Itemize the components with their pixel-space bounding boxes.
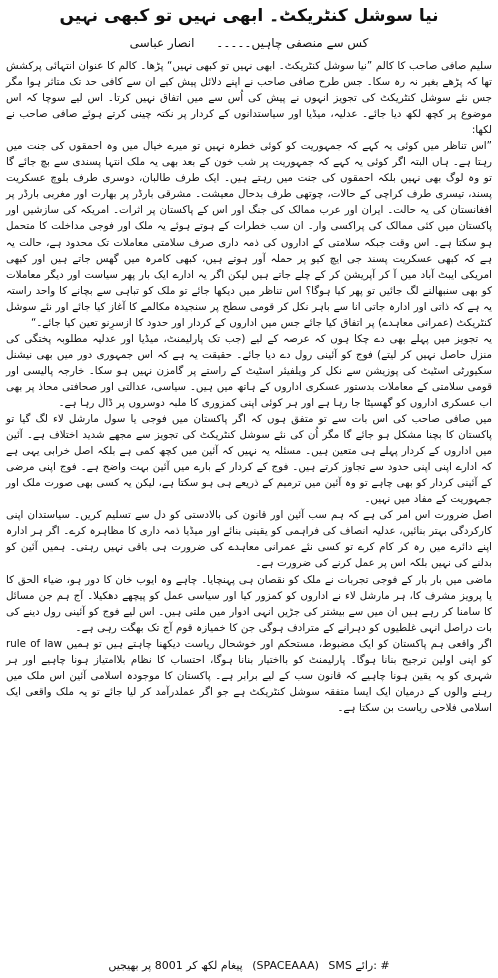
article-quote-paragraph: ”اس تناظر میں کوئی یہ کہے کہ جمہوریت کو کوئی خطرہ نہیں تو میرے خیال میں وہ احمقوں کی جنت میں رہتا ہے۔ ہاں البتہ اگر کوئی یہ کہے کہ جمہوریت پر شب خون کے بعد بھی یہ ملک انتہا پسندی سے بچ جائے گا تو وہ لوگ بھی نہیں بلکہ احمقوں کی جنت میں رہتے ہیں۔ ایک طرف طالبان، دوسری طرف بلوچ عسکریت پسند، تیسری طرف کراچی کے حالات، چوتھی طرف بدحال معیشت۔ مشرقی بارڈر پر بھارت اور مغربی بارڈر پر افغانستان کی یہ حالت۔ ایران اور عرب ممالک کی جنگ اور اس کے پاکستان پر اثرات۔ امریکہ کی سازشیں اور پاکستان میں کئی ممالک کی پراکسی وار۔ ان سب خطرات کے ہوتے ہوئے یہ ملک اور فوجی مداخلت کا متحمل ہو سکتا ہے۔ اس وقت جبکہ سلامتی کے اداروں کی ذمہ داری صرف سلامتی معاملات تک محدود ہے، حالت یہ ہے کہ کبھی عسکریت پسند جی ایچ کیو پر حملہ آور ہوتے ہیں، کبھی کامرہ میں گھس جاتے ہیں اور کبھی امریکی ایبٹ آباد میں آ کر آپریشن کر کے چلے جاتے ہیں لیکن اگر یہ ادارے ایک بار پھر سیاست اور دیگر معاملات کو بھی سنبھالنے لگ جائیں تو پھر کیا ہوگا؟ اس تناظر میں دیکھا جائے تو ملک کو تباہی سے بچانے کا واحد راستہ یہ ہے کہ ذاتی اور ادارہ جاتی انا سے باہر نکل کر قومی سطح پر سنجیدہ مکالمے کا آغاز کیا جائے اور نئے سوشل کنٹریکٹ (عمرانی معاہدے) پر اتفاق کیا جائے جس میں اداروں کے کردار اور حدود کا ازسرِنو تعین کیا جائے۔“ (6, 140, 492, 329)
sms-instruction: پیغام لکھ کر 8001 پر بھیجیں (108, 959, 243, 972)
article-subtitle: کس سے منصفی چاہیں۔۔۔۔۔ (216, 36, 369, 50)
sms-code: (SPACEAAA) (252, 959, 319, 972)
article-body (6, 58, 492, 716)
article-paragraph: اصل ضرورت اس امر کی ہے کہ ہم سب آئین اور قانون کی بالادستی کو دل سے تسلیم کریں۔ سیاستدان اپنی کارکردگی بہتر بنائیں، عدلیہ انصاف کی فراہمی کو یقینی بنائے اور میڈیا ذمہ داری کا مظاہرہ کرے۔ اگر ہر ادارہ اپنے دائرے میں رہ کر کام کرے تو کسی نئے عمرانی معاہدے کی ضرورت ہی باقی نہیں رہتی۔ ہمیں آئین کو بدلنے کی نہیں بلکہ اس پر عمل کرنے کی ضرورت ہے۔ (6, 509, 492, 570)
article-paragraph: یہ تجویز میں پہلے بھی دے چکا ہوں کہ عرصہ کے لیے (جب تک پارلیمنٹ، میڈیا اور عدلیہ مطلوبہ پختگی کی منزل حاصل نہیں کر لیتے) فوج کو آئینی رول دے دیا جائے۔ حقیقت یہ ہے کہ اس جمہوری دور میں بھی نیشنل سکیورٹی اسٹیٹ کی پوزیشن سے نکل کر ویلفیئر اسٹیٹ کے راستے پر گامزن نہیں ہو سکا۔ خارجہ پالیسی اور قومی سلامتی کے معاملات بدستور عسکری اداروں کے ہاتھ میں ہیں۔ سیاسی، عدالتی اور صحافتی محاذ پر بھی اب عسکری اداروں کو گھسیٹا جا رہا ہے اور ہر کوئی اپنی کمزوری کا ملبہ دوسروں پر ڈال رہا ہے۔ (6, 332, 492, 409)
sms-label: SMS رائے: # (328, 959, 390, 972)
article-byline (6, 34, 492, 52)
author-name: انصار عباسی (129, 36, 195, 50)
article-paragraph: سلیم صافی صاحب کا کالم ”نیا سوشل کنٹریکٹ۔ ابھی نہیں تو کبھی نہیں“ پڑھا۔ کالم کا عنوان انتہائی پرکشش تھا کہ پڑھے بغیر نہ رہ سکا۔ جس طرح صافی صاحب نے اپنے دلائل پیش کیے ان سے کافی حد تک متاثر ہوا مگر جس نئے سوشل کنٹریکٹ کی تجویز انہوں نے پیش کی اُس سے میں اتفاق نہیں کرتا۔ اس لیے سوچا کہ اس موضوع پر کچھ لکھ دیا جائے۔ عدلیہ، میڈیا اور سیاستدانوں کے کردار پر نکتہ چینی کرتے ہوئے صافی صاحب نے لکھا: (6, 60, 492, 137)
sms-feedback-line (0, 958, 498, 974)
article-paragraph: ماضی میں بار بار کے فوجی تجربات نے ملک کو نقصان ہی پہنچایا۔ چاہے وہ ایوب خان کا دور ہو، ضیاء الحق کا یا پرویز مشرف کا، ہر مارشل لاء نے اداروں کو کمزور کیا اور سیاسی عمل کو پیچھے دھکیلا۔ آج ہم جن مسائل کا سامنا کر رہے ہیں ان میں سے بیشتر کی جڑیں انہی ادوار میں ملتی ہیں۔ اس لیے فوج کو آئینی رول دینے کی بات دراصل انہی غلطیوں کو دہرانے کے مترادف ہوگی جن کا خمیازہ قوم آج تک بھگت رہی ہے۔ (6, 573, 492, 634)
article-paragraph: میں صافی صاحب کی اس بات سے تو متفق ہوں کہ اگر پاکستان میں فوجی یا سول مارشل لاء لگ گیا تو پاکستان کا بچنا مشکل ہو جائے گا مگر اُن کی نئے سوشل کنٹریکٹ کی تجویز سے مجھے شدید اختلاف ہے۔ آئین میں اداروں کے کردار پہلے ہی متعین ہیں۔ مسئلہ یہ نہیں کہ آئین میں کچھ کمی ہے بلکہ اصل خرابی یہی ہے کہ ادارے اپنی اپنی حدود سے تجاوز کرتے ہیں۔ فوج کے کردار کے بارے میں آئین بہت واضح ہے۔ فوج اپنی مرضی کے آئینی کردار کو بھی چاہے تو وہ آئین میں ترمیم کے ذریعے ہی ہو سکتا ہے، لیکن یہ کسی بھی صورت ملک اور جمہوریت کے مفاد میں نہیں۔ (6, 413, 492, 506)
article-paragraph: اگر واقعی ہم پاکستان کو ایک مضبوط، مستحکم اور خوشحال ریاست دیکھنا چاہتے ہیں تو ہمیں rule of law کو اپنی اولین ترجیح بنانا ہوگا۔ پارلیمنٹ کو بااختیار بنانا ہوگا، احتساب کا نظام بلاامتیاز ہونا چاہیے اور ہر شہری کو یہ یقین ہونا چاہیے کہ قانون سب کے لیے برابر ہے۔ پاکستان کا موجودہ اسلامی آئین اس ملک میں رہنے والوں کے درمیان ایک ایسا متفقہ سوشل کنٹریکٹ ہے جو اگر عملدرآمد کر لیا جائے تو یہ ملک واقعی ایک اسلامی فلاحی ریاست بن سکتا ہے۔ (6, 637, 492, 714)
article-title: نیا سوشل کنٹریکٹ۔ ابھی نہیں تو کبھی نہیں (59, 6, 439, 26)
